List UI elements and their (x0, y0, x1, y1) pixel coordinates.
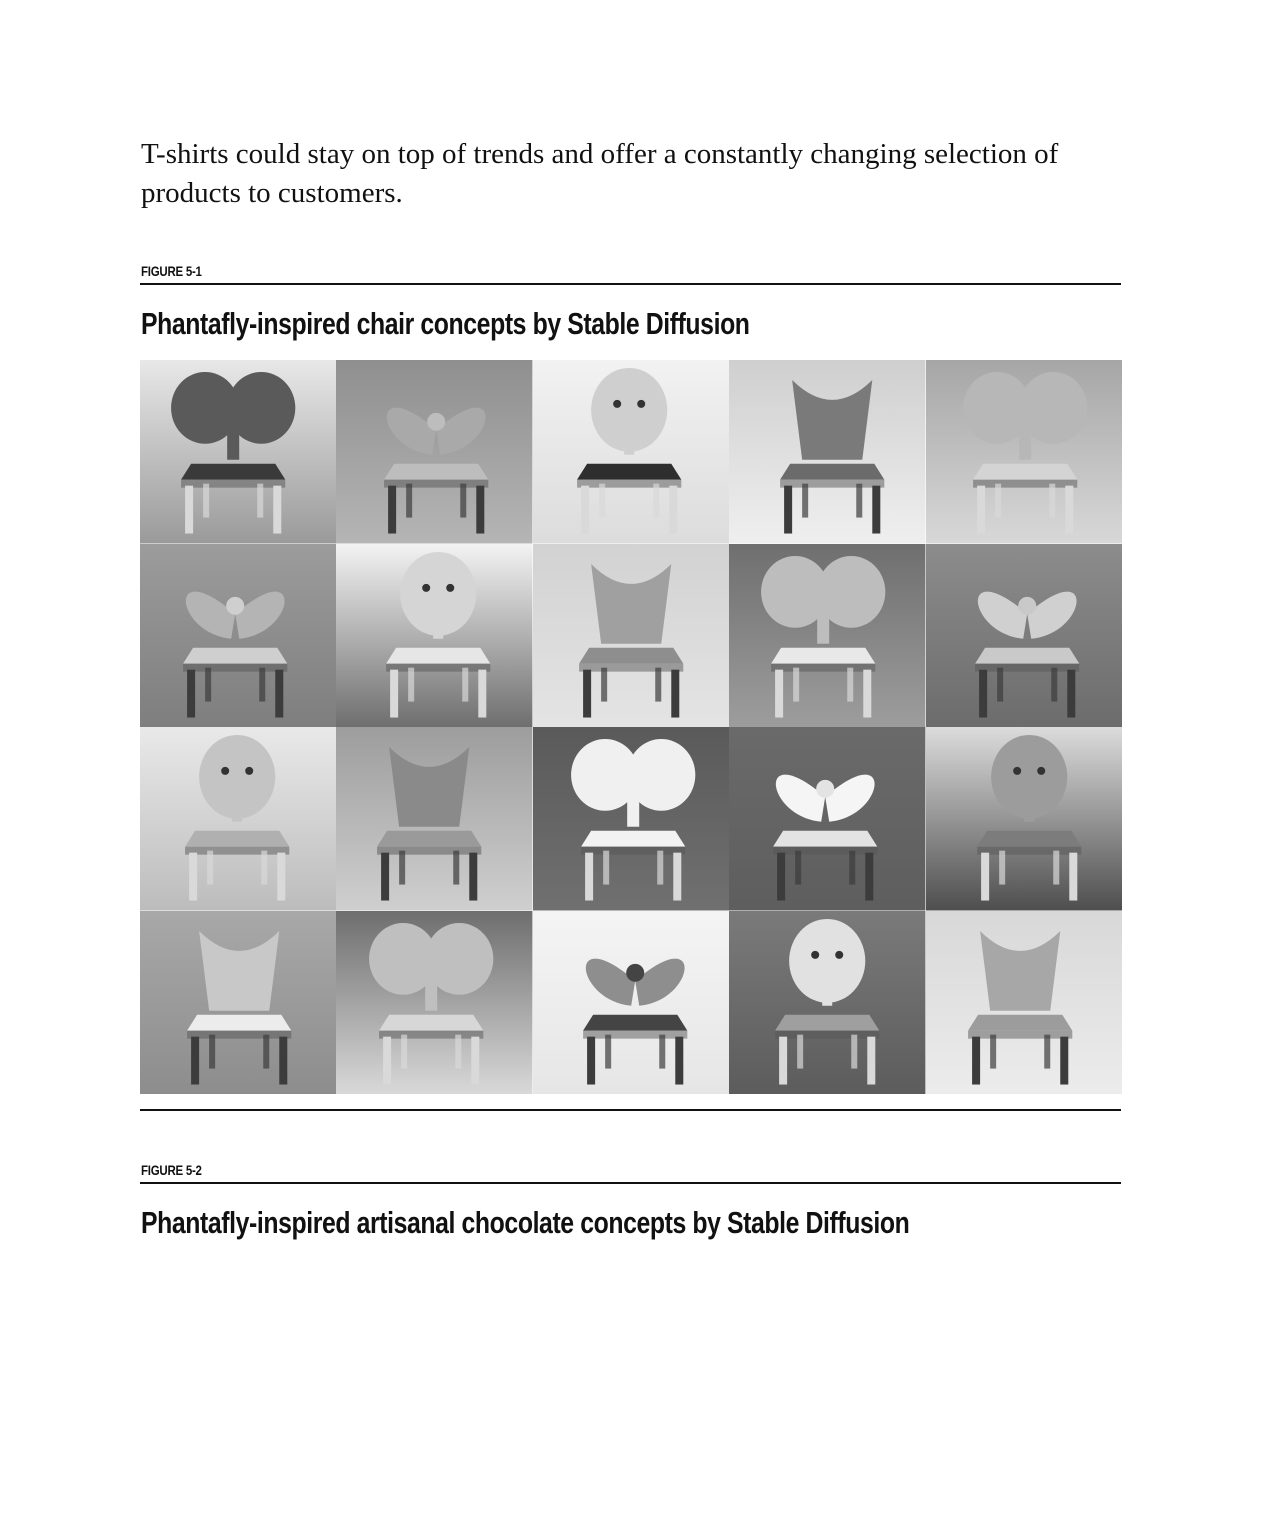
figure-5-2-title: Phantafly-inspired artisanal chocolate concepts by Stable Diffusion (141, 1205, 910, 1240)
chair-illustration (336, 727, 532, 911)
chair-concept-image (140, 544, 336, 728)
chair-illustration (140, 727, 336, 911)
chair-concept-image (533, 727, 729, 911)
chair-illustration (729, 544, 925, 728)
chair-concepts-image-grid (140, 360, 1122, 1094)
chair-illustration (336, 544, 532, 728)
chair-concept-image (336, 544, 532, 728)
chair-concept-image (926, 727, 1122, 911)
chair-illustration (533, 544, 729, 728)
chair-concept-image (729, 911, 925, 1095)
chair-concept-image (336, 360, 532, 544)
chair-concept-image (926, 911, 1122, 1095)
chair-illustration (140, 544, 336, 728)
chair-illustration (140, 360, 336, 544)
chair-illustration (729, 360, 925, 544)
chair-concept-image (729, 727, 925, 911)
chair-concept-image (140, 360, 336, 544)
chair-concept-image (926, 544, 1122, 728)
chair-illustration (336, 360, 532, 544)
figure-5-1-title: Phantafly-inspired chair concepts by Stable Diffusion (141, 306, 750, 341)
chair-illustration (533, 727, 729, 911)
chair-concept-image (533, 911, 729, 1095)
chair-illustration (926, 727, 1122, 911)
chair-concept-image (336, 727, 532, 911)
chair-concept-image (729, 360, 925, 544)
chair-concept-image (140, 911, 336, 1095)
chair-illustration (140, 911, 336, 1095)
chair-concept-image (140, 727, 336, 911)
figure-5-1-label: FIGURE 5-1 (141, 263, 202, 279)
figure-5-2-top-rule (140, 1182, 1121, 1184)
chair-concept-image (533, 544, 729, 728)
chair-concept-image (533, 360, 729, 544)
figure-5-2-label: FIGURE 5-2 (141, 1162, 202, 1178)
figure-5-1-bottom-rule (140, 1109, 1121, 1111)
chair-illustration (926, 544, 1122, 728)
chair-concept-image (729, 544, 925, 728)
chair-concept-image (336, 911, 532, 1095)
body-paragraph: T-shirts could stay on top of trends and offer a constantly changing selection of products to customers. (141, 138, 1059, 209)
chair-illustration (729, 911, 925, 1095)
chair-illustration (336, 911, 532, 1095)
chair-illustration (533, 360, 729, 544)
chair-concept-image (926, 360, 1122, 544)
chair-illustration (533, 911, 729, 1095)
chair-illustration (729, 727, 925, 911)
chair-illustration (926, 911, 1122, 1095)
figure-5-1-top-rule (140, 283, 1121, 285)
chair-illustration (926, 360, 1122, 544)
